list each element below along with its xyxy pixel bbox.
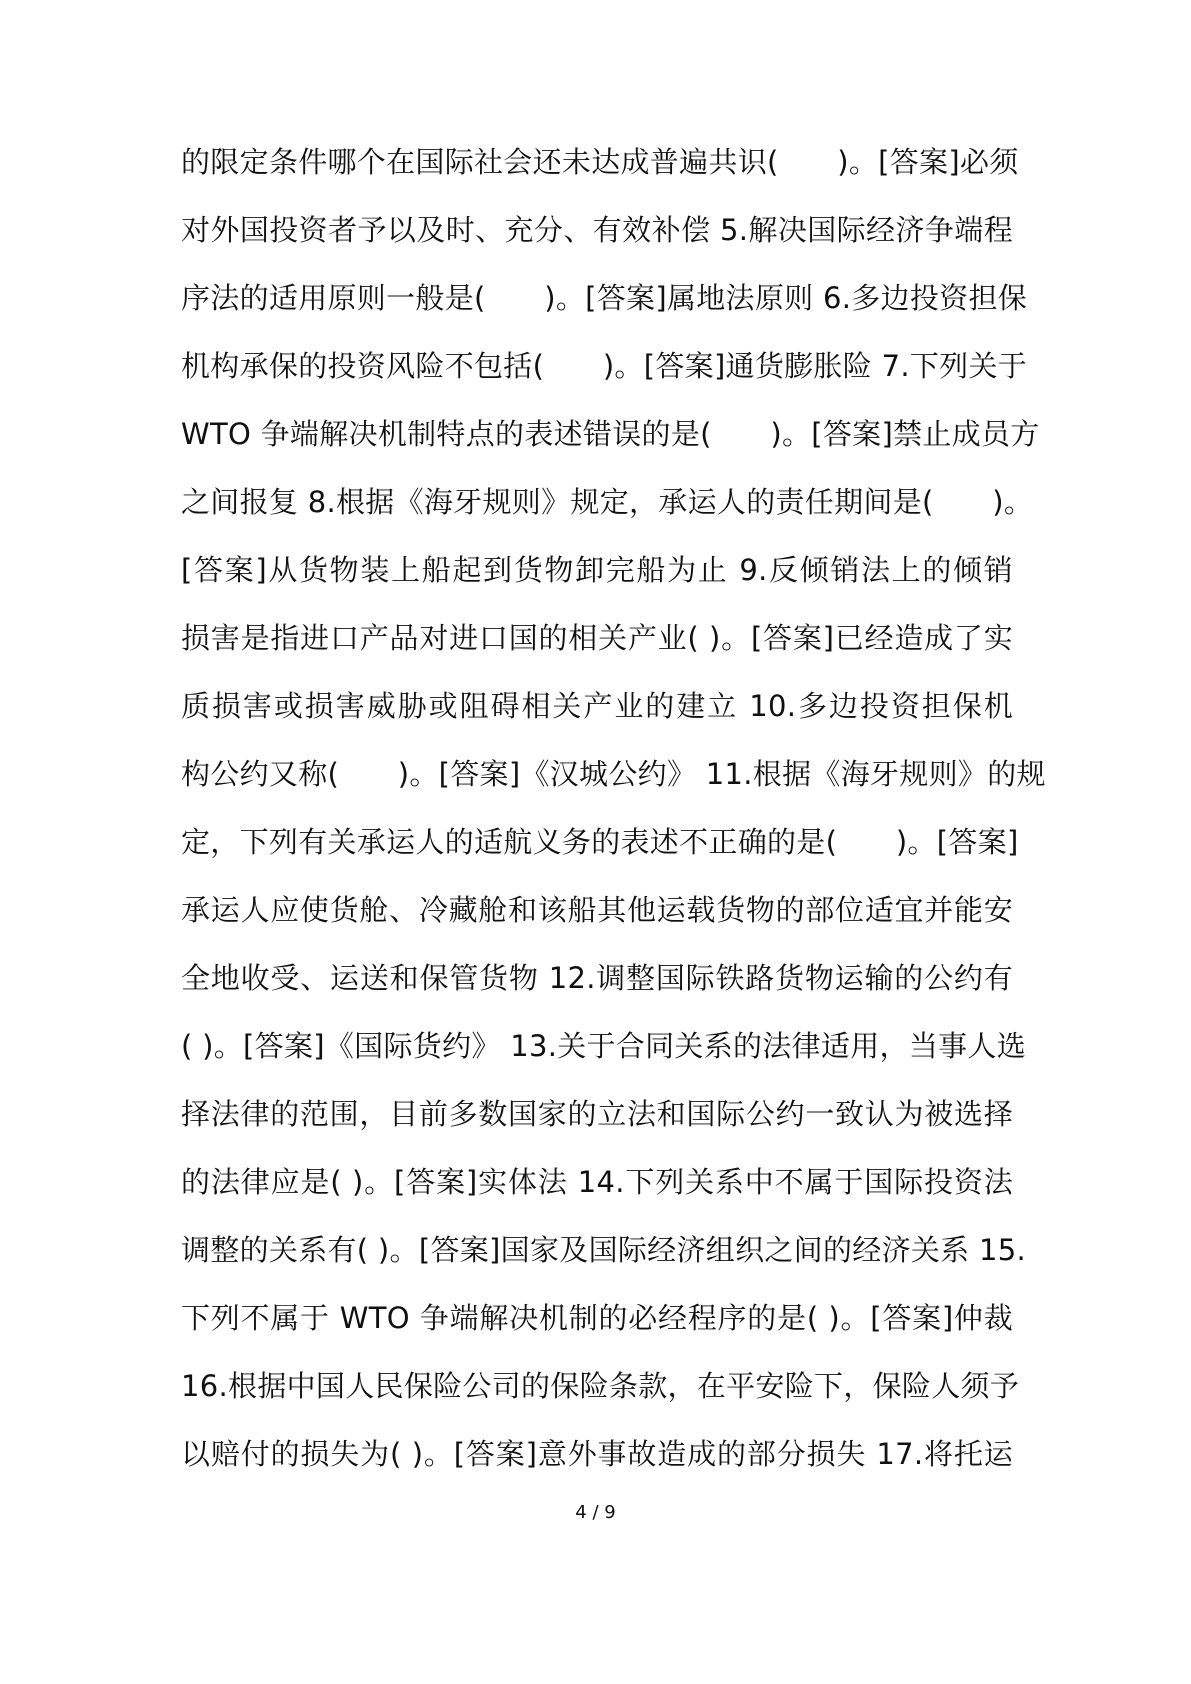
text-line: 下列不属于 WTO 争端解决机制的必经程序的是( )。[答案]仲裁 bbox=[181, 1301, 1013, 1335]
text-line: ( )。[答案]《国际货约》 13.关于合同关系的法律适用，当事人选 bbox=[181, 1029, 1027, 1063]
text-line: 序法的适用原则一般是( )。[答案]属地法原则 6.多边投资担保 bbox=[181, 281, 1028, 315]
text-line: 择法律的范围，目前多数国家的立法和国际公约一致认为被选择 bbox=[181, 1097, 1013, 1131]
text-line: 承运人应使货舱、冷藏舱和该船其他运载货物的部位适宜并能安 bbox=[181, 893, 1013, 927]
text-line: 机构承保的投资风险不包括( )。[答案]通货膨胀险 7.下列关于 bbox=[181, 349, 1028, 383]
text-line: WTO 争端解决机制特点的表述错误的是( )。[答案]禁止成员方 bbox=[181, 417, 1040, 451]
text-line: 损害是指进口产品对进口国的相关产业( )。[答案]已经造成了实 bbox=[181, 621, 1013, 655]
page-number: 4 / 9 bbox=[575, 1502, 616, 1523]
text-line: 构公约又称( )。[答案]《汉城公约》 11.根据《海牙规则》的规 bbox=[181, 757, 1046, 791]
text-line: 对外国投资者予以及时、充分、有效补偿 5.解决国际经济争端程 bbox=[181, 213, 1013, 247]
text-line: [答案]从货物装上船起到货物卸完船为止 9.反倾销法上的倾销 bbox=[181, 553, 1013, 587]
text-line: 以赔付的损失为( )。[答案]意外事故造成的部分损失 17.将托运 bbox=[181, 1437, 1013, 1471]
text-line: 调整的关系有( )。[答案]国家及国际经济组织之间的经济关系 15. bbox=[181, 1233, 1027, 1267]
text-line: 之间报复 8.根据《海牙规则》规定，承运人的责任期间是( )。 bbox=[181, 485, 1034, 519]
text-line: 的法律应是( )。[答案]实体法 14.下列关系中不属于国际投资法 bbox=[181, 1165, 1013, 1199]
text-line: 质损害或损害威胁或阻碍相关产业的建立 10.多边投资担保机 bbox=[181, 689, 1013, 723]
text-line: 全地收受、运送和保管货物 12.调整国际铁路货物运输的公约有 bbox=[181, 961, 1013, 995]
text-line: 16.根据中国人民保险公司的保险条款，在平安险下，保险人须予 bbox=[181, 1369, 1020, 1403]
text-line: 定，下列有关承运人的适航义务的表述不正确的是( )。[答案] bbox=[181, 825, 1019, 859]
body-text bbox=[181, 128, 1046, 1488]
text-line: 的限定条件哪个在国际社会还未达成普遍共识( )。[答案]必须 bbox=[181, 145, 1019, 179]
